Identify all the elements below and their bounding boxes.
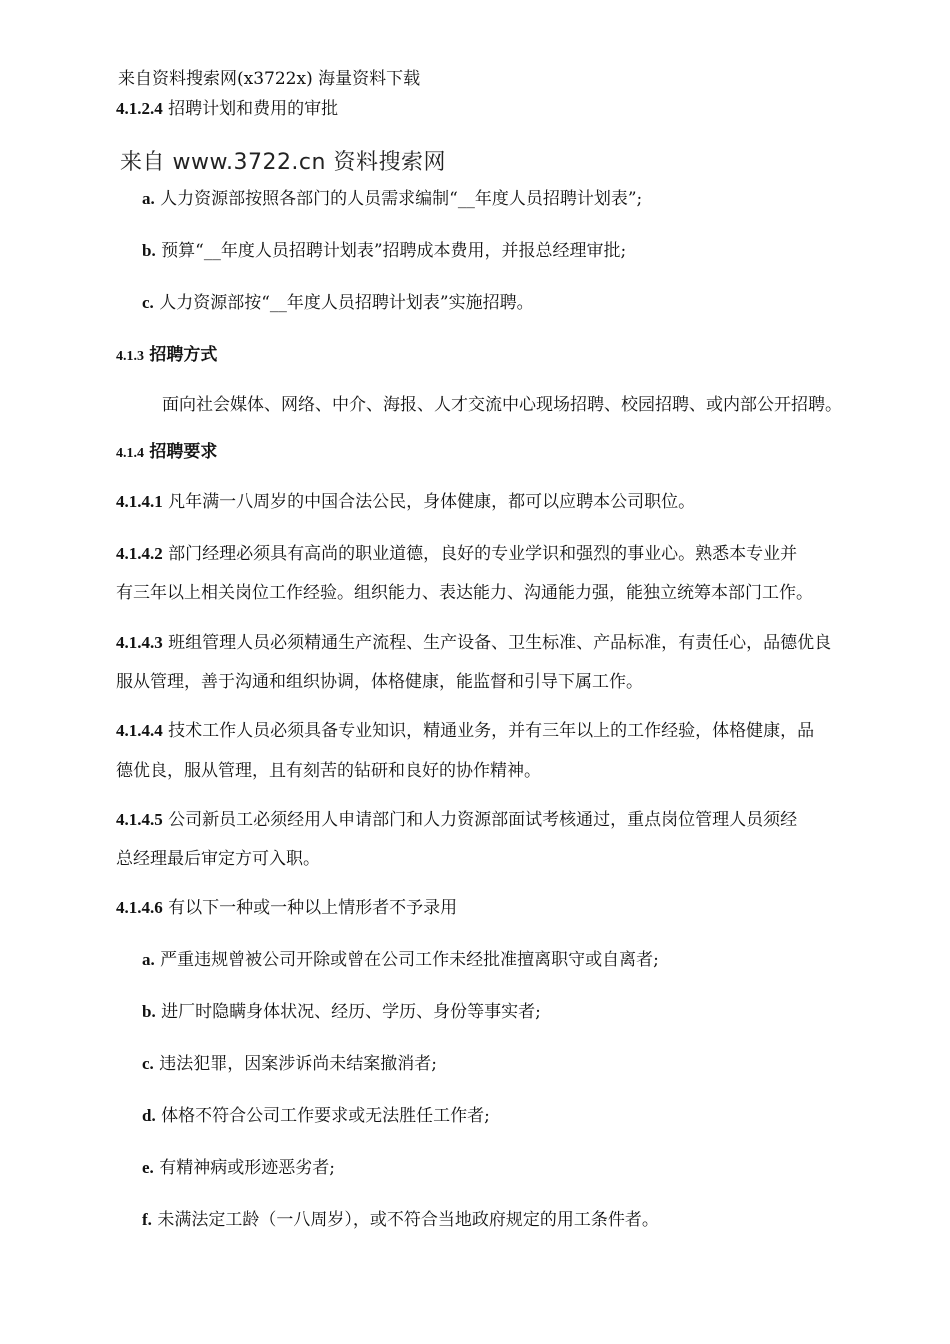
watermark-banner: 来自 www.3722.cn 资料搜索网 xyxy=(120,150,446,175)
requirement-4144-line2: 德优良，服从管理，且有刻苦的钻研和良好的协作精神。 xyxy=(116,761,541,781)
section-413-heading xyxy=(116,344,217,368)
section-414-heading xyxy=(116,441,217,465)
requirement-4145-line1 xyxy=(116,809,797,831)
list-item-text: 有精神病或形迹恶劣者; xyxy=(159,1158,335,1178)
requirement-number: 4.1.4.5 xyxy=(116,810,163,829)
list-item xyxy=(142,292,534,314)
list-item-text: 预算“__年度人员招聘计划表”招聘成本费用，并报总经理审批; xyxy=(161,241,627,261)
list-item xyxy=(142,1157,335,1179)
section-number: 4.1.2.4 xyxy=(116,99,163,118)
list-marker: b. xyxy=(142,1002,156,1021)
section-title: 招聘计划和费用的审批 xyxy=(168,99,339,119)
requirement-number: 4.1.4.2 xyxy=(116,544,163,563)
requirement-4144-line1 xyxy=(116,720,814,742)
section-413-body: 面向社会媒体、网络、中介、海报、人才交流中心现场招聘、校园招聘、或内部公开招聘。 xyxy=(162,395,842,415)
section-number: 4.1.3 xyxy=(116,349,144,364)
section-title: 招聘方式 xyxy=(149,345,218,365)
list-item-text: 进厂时隐瞒身体状况、经历、学历、身份等事实者; xyxy=(161,1002,541,1022)
list-marker: a. xyxy=(142,950,155,969)
requirement-4142-line1 xyxy=(116,543,797,565)
list-marker: b. xyxy=(142,241,156,260)
list-item-text: 人力资源部按“__年度人员招聘计划表”实施招聘。 xyxy=(159,293,534,313)
requirement-number: 4.1.4.4 xyxy=(116,721,163,740)
list-item-text: 严重违规曾被公司开除或曾在公司工作未经批准擅离职守或自离者; xyxy=(160,950,659,970)
requirement-text: 技术工作人员必须具备专业知识，精通业务，并有三年以上的工作经验，体格健康，品 xyxy=(168,721,815,741)
list-marker: c. xyxy=(142,293,154,312)
list-item-text: 违法犯罪，因案涉诉尚未结案撤消者; xyxy=(159,1054,437,1074)
requirement-4141 xyxy=(116,491,695,513)
list-item-text: 未满法定工龄（一八周岁），或不符合当地政府规定的用工条件者。 xyxy=(157,1210,659,1230)
list-item xyxy=(142,949,659,971)
list-item-text: 体格不符合公司工作要求或无法胜任工作者; xyxy=(161,1106,490,1126)
requirement-text: 班组管理人员必须精通生产流程、生产设备、卫生标准、产品标准，有责任心，品德优良 xyxy=(168,633,832,653)
header-note: 来自资料搜索网(x3722x) 海量资料下载 xyxy=(118,69,421,89)
requirement-number: 4.1.4.3 xyxy=(116,633,163,652)
list-marker: d. xyxy=(142,1106,156,1125)
list-item xyxy=(142,240,626,262)
list-marker: f. xyxy=(142,1210,152,1229)
list-item xyxy=(142,1053,437,1075)
requirement-4142-line2: 有三年以上相关岗位工作经验。组织能力、表达能力、沟通能力强，能独立统筹本部门工作。 xyxy=(116,583,813,603)
requirement-text: 公司新员工必须经用人申请部门和人力资源部面试考核通过，重点岗位管理人员须经 xyxy=(168,810,798,830)
requirement-text: 部门经理必须具有高尚的职业道德，良好的专业学识和强烈的事业心。熟悉本专业并 xyxy=(168,544,798,564)
list-item-text: 人力资源部按照各部门的人员需求编制“__年度人员招聘计划表”; xyxy=(160,189,643,209)
requirement-4145-line2: 总经理最后审定方可入职。 xyxy=(116,849,320,869)
list-marker: a. xyxy=(142,189,155,208)
list-marker: e. xyxy=(142,1158,154,1177)
list-marker: c. xyxy=(142,1054,154,1073)
requirement-number: 4.1.4.1 xyxy=(116,492,163,511)
requirement-text: 有以下一种或一种以上情形者不予录用 xyxy=(168,898,458,918)
list-item xyxy=(142,188,642,210)
section-number: 4.1.4 xyxy=(116,446,144,461)
requirement-4146 xyxy=(116,897,457,919)
list-item xyxy=(142,1209,659,1231)
section-title: 招聘要求 xyxy=(149,442,218,462)
section-4124-heading xyxy=(116,98,338,120)
requirement-4143-line1 xyxy=(116,632,831,654)
requirement-text: 凡年满一八周岁的中国合法公民，身体健康，都可以应聘本公司职位。 xyxy=(168,492,696,512)
list-item xyxy=(142,1001,541,1023)
requirement-4143-line2: 服从管理，善于沟通和组织协调，体格健康，能监督和引导下属工作。 xyxy=(116,672,643,692)
list-item xyxy=(142,1105,490,1127)
requirement-number: 4.1.4.6 xyxy=(116,898,163,917)
